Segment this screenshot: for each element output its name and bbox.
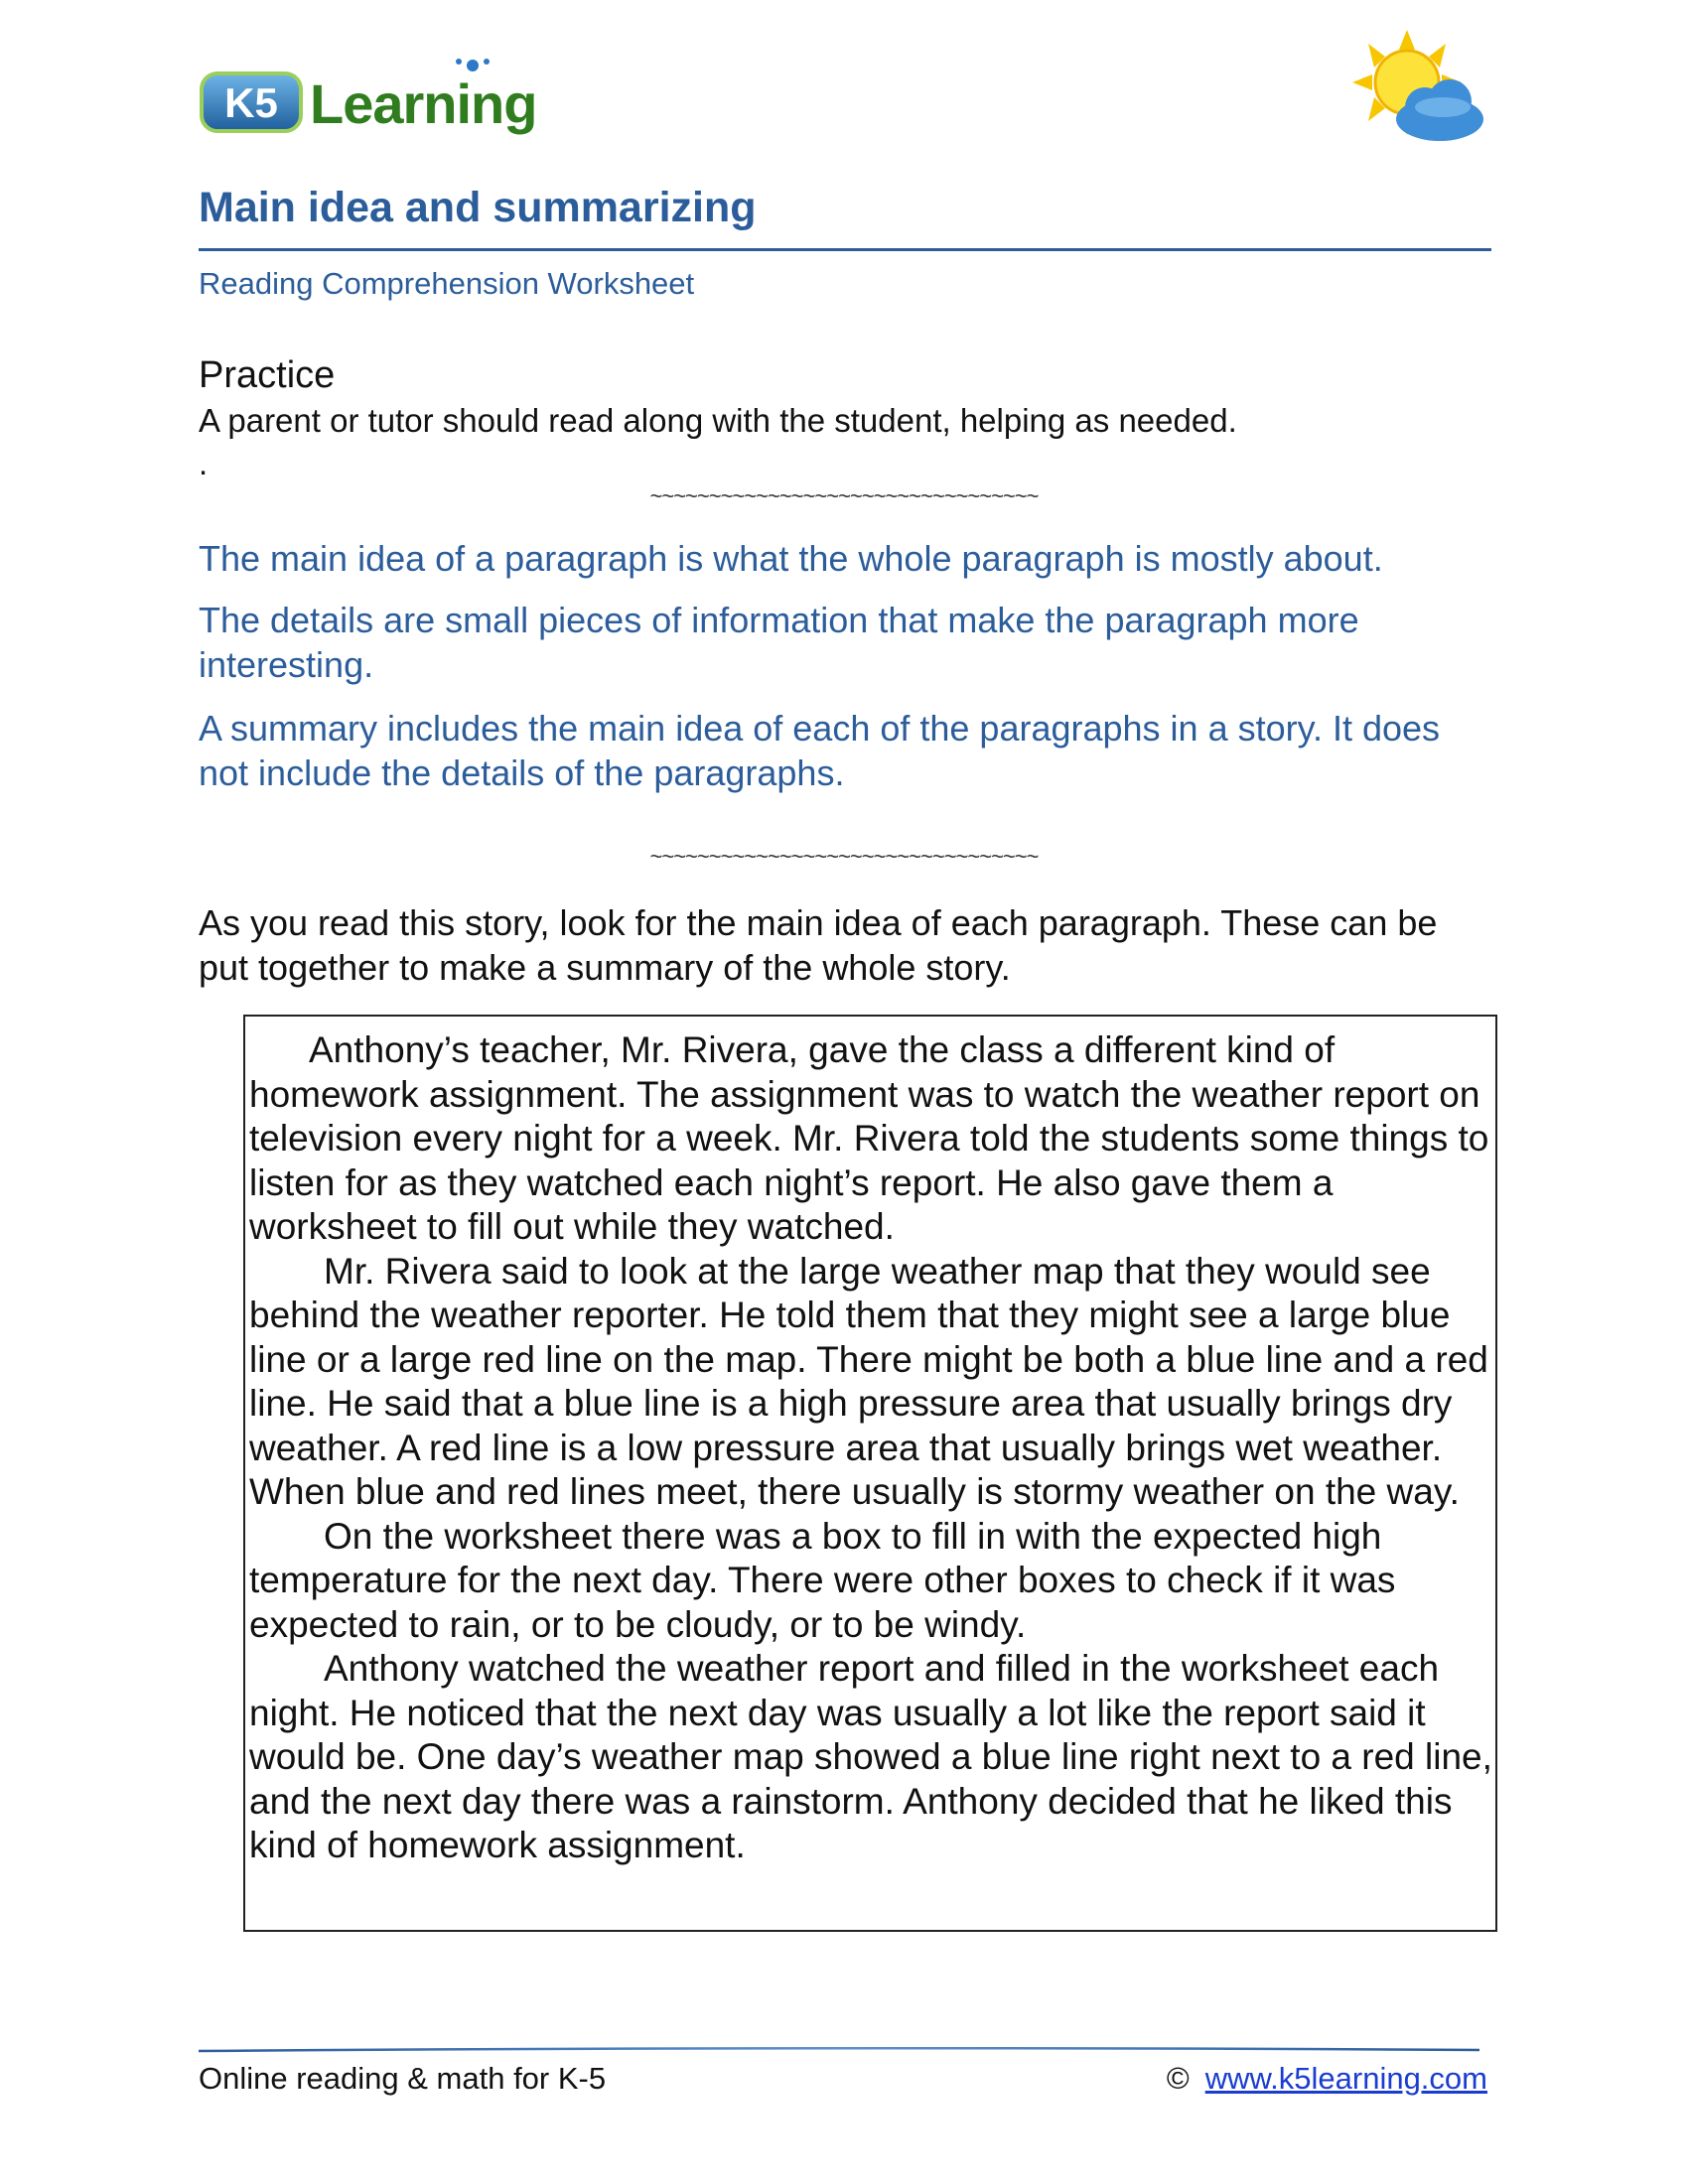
footer-rule	[199, 2040, 1479, 2046]
practice-heading: Practice	[199, 354, 336, 396]
definition-summary: A summary includes the main idea of each of the paragraphs in a story. It does not include the details of the paragraphs.	[199, 708, 1441, 793]
practice-instruction: A parent or tutor should read along with the student, helping as needed.	[199, 402, 1237, 439]
definition-details: The details are small pieces of information that make the paragraph more interesting.	[199, 600, 1359, 685]
practice-dot: .	[199, 445, 209, 481]
story-text	[249, 1028, 1495, 1868]
definition-main-idea: The main idea of a paragraph is what the whole paragraph is mostly about.	[199, 538, 1383, 579]
sun-cloud-icon	[1345, 28, 1489, 152]
story-paragraph: Mr. Rivera said to look at the large weather map that they would see behind the weather reporter. He told them that they might see a large blue line or a large red line on the map. There might be both a blue line and a red line. He said that a blue line is a high pressure area that usually brings dry weather. A red line is a low pressure area that usually brings wet weather. When blue and red lines meet, there usually is stormy weather on the way.	[249, 1250, 1488, 1512]
tilde-divider: ~~~~~~~~~~~~~~~~~~~~~~~~~~~~~~~~~	[649, 483, 1039, 508]
footer-right	[1132, 2061, 1487, 2097]
copyright-symbol: ©	[1166, 2061, 1190, 2096]
logo-wordmark: Learning	[310, 72, 537, 135]
page-title: Main idea and summarizing	[199, 184, 757, 231]
story-paragraph: Anthony’s teacher, Mr. Rivera, gave the class a different kind of homework assignment. The assignment was to watch the weather report on television every night for a week. Mr. Rivera told the students some things to listen for as they watched each night’s report. He also gave them a worksheet to fill out while they watched.	[249, 1029, 1489, 1247]
story-paragraph: Anthony watched the weather report and filled in the worksheet each night. He noticed that the next day was usually a lot like the report said it would be. One day’s weather map showed a blue line right next to a red line, and the next day there was a rainstorm. Anthony decided that he liked this kind of homework assignment.	[249, 1648, 1492, 1865]
story-instructions: As you read this story, look for the main idea of each paragraph. These can be put together to make a summary of the whole story.	[199, 902, 1438, 988]
title-underline	[199, 248, 1491, 251]
story-box	[243, 1015, 1497, 1932]
footer-tagline: Online reading & math for K-5	[199, 2061, 607, 2096]
page-subtitle: Reading Comprehension Worksheet	[199, 266, 695, 301]
website-link[interactable]: www.k5learning.com	[1204, 2061, 1487, 2096]
k5-learning-logo	[199, 52, 566, 151]
story-paragraph: On the worksheet there was a box to fill in with the expected high temperature for the next day. There were other boxes to check if it was expected to rain, or to be cloudy, or to be windy.	[249, 1515, 1396, 1645]
tilde-divider: ~~~~~~~~~~~~~~~~~~~~~~~~~~~~~~~~~	[649, 844, 1039, 869]
svg-text:K5: K5	[224, 79, 278, 126]
